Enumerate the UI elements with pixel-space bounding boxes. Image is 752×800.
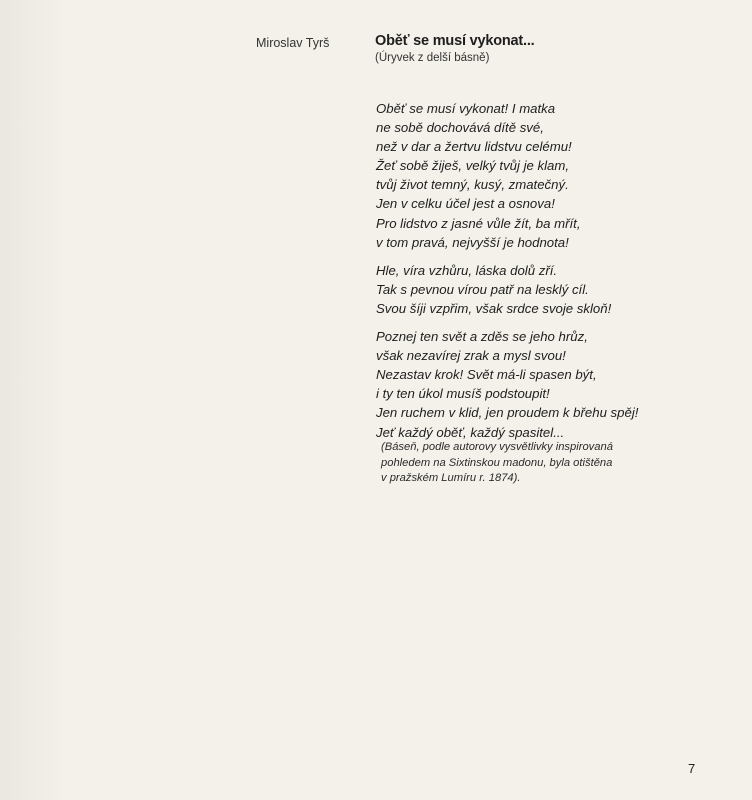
poem-line: Tak s pevnou vírou patř na lesklý cíl. — [376, 281, 589, 297]
note-line: pohledem na Sixtinskou madonu, byla otištěna — [381, 456, 613, 469]
poem-stanza-2 — [376, 261, 736, 318]
poem-line: v tom pravá, nejvyšší je hodnota! — [376, 234, 569, 250]
poem-line: Jen v celku účel jest a osnova! — [376, 196, 555, 212]
poem-line: však nezavírej zrak a mysl svou! — [376, 348, 566, 364]
poem-title: Oběť se musí vykonat... — [375, 33, 535, 49]
poem-line: tvůj život temný, kusý, zmatečný. — [376, 177, 569, 193]
poem-line: Žeť sobě žiješ, velký tvůj je klam, — [376, 158, 570, 174]
poem-body — [376, 99, 736, 451]
poem-stanza-1 — [376, 99, 736, 252]
source-note — [381, 440, 711, 487]
poem-line: Nezastav krok! Svět má-li spasen být, — [376, 367, 597, 383]
page-gutter-shadow — [0, 0, 70, 800]
note-line: (Báseň, podle autorovy vysvětlivky inspirovaná — [381, 441, 613, 453]
author-name: Miroslav Tyrš — [256, 36, 330, 50]
poem-subtitle: (Úryvek z delší básně) — [375, 52, 490, 64]
note-line: v pražském Lumíru r. 1874). — [381, 472, 521, 484]
poem-line: Jen ruchem v klid, jen proudem k břehu spěj! — [376, 405, 639, 421]
page-number: 7 — [688, 761, 696, 776]
poem-line: i ty ten úkol musíš podstoupit! — [376, 386, 550, 402]
poem-line: než v dar a žertvu lidstvu celému! — [376, 139, 572, 155]
poem-line: Hle, víra vzhůru, láska dolů zří. — [376, 262, 558, 278]
poem-line: Svou šíji vzpřim, však srdce svoje skloň! — [376, 300, 612, 316]
poem-line: Poznej ten svět a zděs se jeho hrůz, — [376, 329, 588, 345]
poem-stanza-3 — [376, 327, 736, 442]
poem-line: Oběť se musí vykonat! I matka — [376, 101, 556, 116]
poem-line: Jeť každý oběť, každý spasitel... — [376, 424, 565, 440]
poem-line: ne sobě dochovává dítě své, — [376, 120, 544, 136]
poem-line: Pro lidstvo z jasné vůle žít, ba mřít, — [376, 215, 581, 231]
